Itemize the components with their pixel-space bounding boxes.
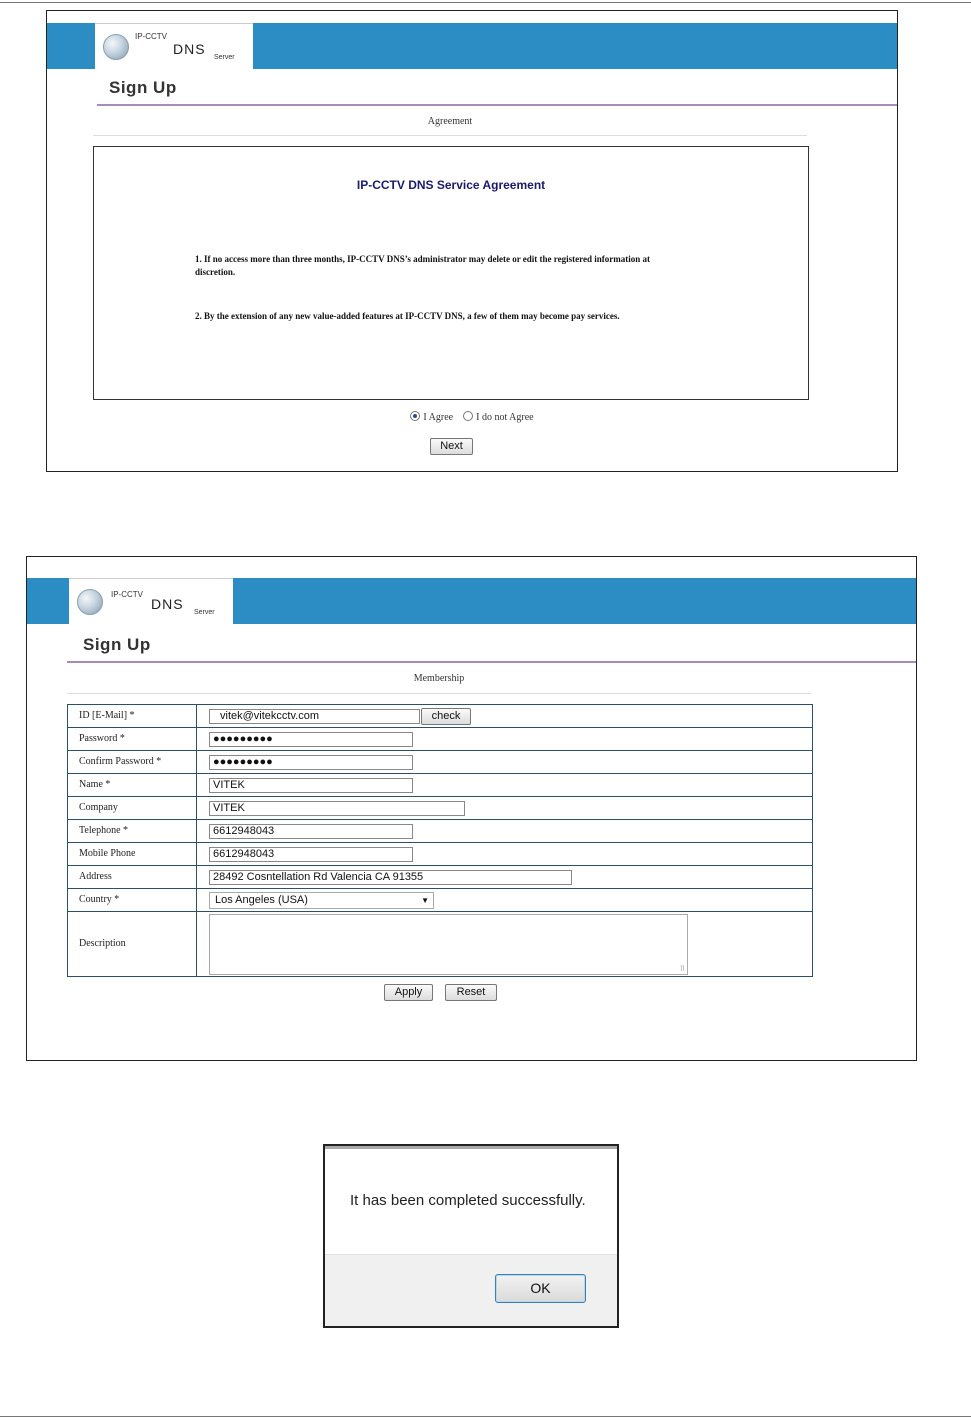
logo-suffix: Server — [214, 54, 235, 61]
logo-prefix: IP-CCTV — [111, 590, 143, 599]
dialog-message: It has been completed successfully. — [350, 1192, 586, 1209]
section-divider — [67, 693, 811, 694]
page-bottom-rule — [0, 1416, 971, 1417]
agreement-clause-2: 2. By the extension of any new value-added features at IP-CCTV DNS, a few of them may become pay services. — [195, 311, 620, 321]
radio-selected-icon — [410, 411, 420, 421]
logo-prefix: IP-CCTV — [135, 32, 167, 41]
address-label: Address — [68, 866, 197, 888]
description-textarea[interactable] — [209, 914, 688, 975]
mobile-input[interactable]: 6612948043 — [209, 847, 413, 862]
radio-empty-icon — [463, 411, 473, 421]
row-description — [68, 912, 812, 976]
name-label: Name * — [68, 774, 197, 796]
title-underline — [67, 661, 916, 663]
company-label: Company — [68, 797, 197, 819]
id-email-input[interactable]: vitek@vitekcctv.com — [209, 709, 420, 724]
description-label: Description — [68, 912, 197, 976]
country-value: Los Angeles (USA) — [215, 894, 308, 906]
confirm-password-label: Confirm Password * — [68, 751, 197, 773]
title-underline — [97, 104, 897, 106]
row-address — [68, 866, 812, 889]
telephone-label: Telephone * — [68, 820, 197, 842]
logo-main: DNS — [173, 41, 206, 57]
section-title: Membership — [413, 673, 465, 684]
name-input[interactable]: VITEK — [209, 778, 413, 793]
page-top-rule — [0, 2, 971, 3]
country-select[interactable] — [209, 892, 434, 909]
dialog-top-edge — [325, 1146, 617, 1149]
membership-form — [67, 704, 813, 977]
agreement-clause-1: 1. If no access more than three months, IP-CCTV DNS’s administrator may delete or edit the registered information at discretion. — [195, 254, 650, 277]
row-name — [68, 774, 812, 797]
confirm-password-input[interactable]: ●●●●●●●●● — [209, 755, 413, 770]
membership-screenshot — [26, 556, 917, 1061]
logo-suffix: Server — [194, 609, 215, 616]
password-input[interactable]: ●●●●●●●●● — [209, 732, 413, 747]
next-button[interactable]: Next — [430, 438, 473, 455]
logo-tab — [69, 578, 233, 625]
agreement-box — [93, 146, 809, 400]
radio-disagree-label: I do not Agree — [476, 412, 534, 423]
row-mobile — [68, 843, 812, 866]
page-title: Sign Up — [83, 635, 151, 654]
password-label: Password * — [68, 728, 197, 750]
agreement-options — [47, 411, 897, 423]
reset-button[interactable]: Reset — [445, 984, 497, 1001]
row-password — [68, 728, 812, 751]
page-title: Sign Up — [109, 78, 177, 97]
id-label: ID [E-Mail] * — [68, 705, 197, 727]
company-input[interactable]: VITEK — [209, 801, 465, 816]
check-button[interactable]: check — [421, 708, 471, 725]
globe-icon — [77, 589, 103, 615]
apply-button[interactable]: Apply — [384, 984, 433, 1001]
country-label: Country * — [68, 889, 197, 911]
logo-main: DNS — [151, 596, 184, 612]
radio-agree[interactable] — [410, 412, 453, 423]
row-telephone — [68, 820, 812, 843]
agreement-title: IP-CCTV DNS Service Agreement — [356, 178, 546, 192]
address-input[interactable]: 28492 Cosntellation Rd Valencia CA 91355 — [209, 870, 572, 885]
dropdown-arrow-icon: ▼ — [421, 896, 429, 905]
agreement-screenshot — [46, 10, 898, 472]
section-title: Agreement — [427, 116, 473, 127]
mobile-label: Mobile Phone — [68, 843, 197, 865]
row-confirm-password — [68, 751, 812, 774]
section-divider — [93, 135, 807, 136]
success-dialog — [323, 1144, 619, 1328]
logo-tab — [95, 23, 253, 70]
radio-agree-label: I Agree — [423, 412, 454, 423]
row-company — [68, 797, 812, 820]
telephone-input[interactable]: 6612948043 — [209, 824, 413, 839]
row-country — [68, 889, 812, 912]
row-id — [68, 705, 812, 728]
radio-disagree[interactable] — [463, 412, 534, 423]
ok-button[interactable]: OK — [495, 1274, 586, 1303]
globe-icon — [103, 34, 129, 60]
resize-grip-icon[interactable]: ⠿ — [679, 965, 685, 973]
dialog-footer — [325, 1254, 617, 1326]
